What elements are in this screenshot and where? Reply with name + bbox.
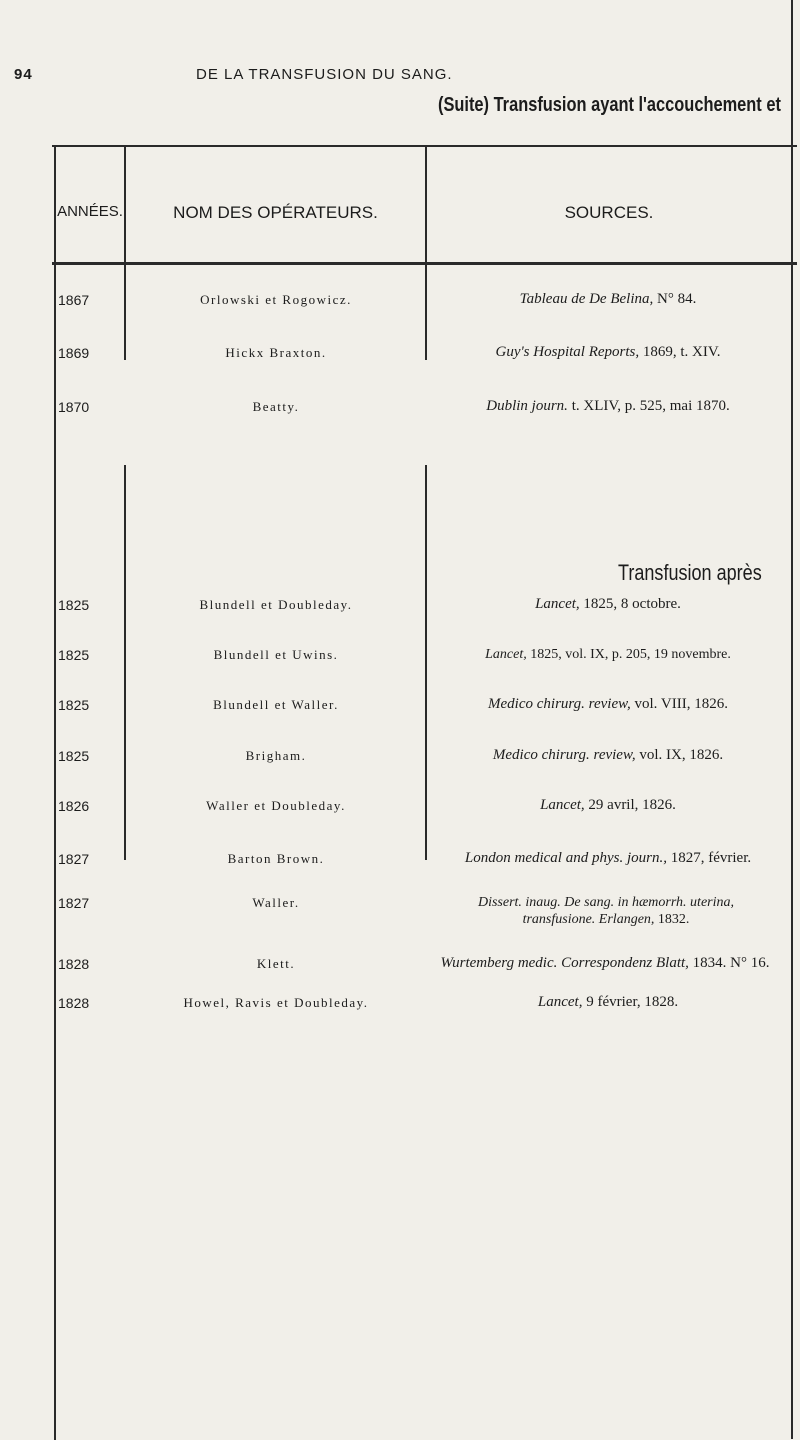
source-cell <box>428 994 788 1011</box>
source-title: Lancet, <box>535 596 580 612</box>
operator-cell: Hickx Braxton. <box>225 345 327 360</box>
running-title: DE LA TRANSFUSION DU SANG. <box>196 66 453 83</box>
right-edge-rule <box>791 0 793 1439</box>
source-title: Lancet, <box>485 647 527 662</box>
year-cell: 1825 <box>58 597 90 613</box>
source-title: Lancet, <box>540 797 585 813</box>
operator-cell: Orlowski et Rogowicz. <box>200 292 352 307</box>
page-number: 94 <box>14 66 33 83</box>
operator-cell: Beatty. <box>252 399 300 414</box>
year-cell: 1828 <box>58 956 90 972</box>
section1-divider-2 <box>425 265 427 360</box>
source-detail: t. XLIV, p. 525, mai 1870. <box>567 398 730 414</box>
year-cell: 1870 <box>58 399 90 415</box>
year-cell: 1867 <box>58 292 90 308</box>
operator-cell: Blundell et Uwins. <box>213 647 339 662</box>
source-cell <box>428 291 788 308</box>
header-sources: SOURCES. <box>564 203 654 222</box>
source-title: Tableau de De Belina, <box>519 291 654 307</box>
source-cell <box>428 797 788 814</box>
operator-cell: Waller. <box>252 895 300 910</box>
operator-cell: Barton Brown. <box>227 851 325 866</box>
source-title: Guy's Hospital Reports, <box>495 344 640 360</box>
source-cell <box>428 747 788 764</box>
source-detail: vol. IX, 1826. <box>635 747 724 763</box>
source-title: Dublin journ. <box>486 398 568 414</box>
source-cell <box>428 596 788 613</box>
source-detail: 1834. N° 16. <box>688 955 770 971</box>
left-border <box>54 145 56 1440</box>
year-cell: 1869 <box>58 345 90 361</box>
source-cell <box>458 850 758 867</box>
year-cell: 1827 <box>58 851 90 867</box>
year-cell: 1825 <box>58 697 90 713</box>
source-title: Lancet, <box>537 994 583 1010</box>
year-cell: 1825 <box>58 748 90 764</box>
source-detail: vol. VIII, 1826. <box>630 696 728 712</box>
operator-cell: Blundell et Waller. <box>213 697 339 712</box>
source-detail: 9 février, 1828. <box>582 994 679 1010</box>
section2-divider-1 <box>124 465 126 860</box>
year-cell: 1828 <box>58 995 90 1011</box>
table-subtitle: (Suite) Transfusion ayant l'accouchement et <box>438 94 781 116</box>
source-title: Dissert. inaug. De sang. in hæmorrh. uterina, transfusione. Erlangen, <box>477 895 735 927</box>
header-operators: NOM DES OPÉRATEURS. <box>173 203 378 222</box>
header-years: ANNÉES. <box>57 203 123 220</box>
source-detail: 29 avril, 1826. <box>584 797 676 813</box>
year-cell: 1826 <box>58 798 90 814</box>
year-cell: 1827 <box>58 895 90 911</box>
source-cell <box>440 955 770 972</box>
source-cell <box>428 646 788 663</box>
source-cell <box>428 344 788 361</box>
source-detail: N° 84. <box>653 291 697 307</box>
section1-divider-1 <box>124 265 126 360</box>
section2-title: Transfusion après <box>618 560 762 585</box>
source-detail: 1832. <box>654 912 690 927</box>
source-detail: 1869, t. XIV. <box>639 344 721 360</box>
operator-cell: Brigham. <box>245 748 307 763</box>
source-detail: 1825, 8 octobre. <box>579 596 681 612</box>
operator-cell: Blundell et Doubleday. <box>199 597 353 612</box>
operator-cell: Klett. <box>256 956 296 971</box>
source-detail: 1827, février. <box>666 850 752 866</box>
source-title: Wurtemberg medic. Correspondenz Blatt, <box>440 955 689 971</box>
section2-divider-2 <box>425 465 427 860</box>
source-cell <box>428 696 788 713</box>
source-detail: 1825, vol. IX, p. 205, 19 novembre. <box>526 647 731 662</box>
operator-cell: Waller et Doubleday. <box>206 798 346 813</box>
year-cell: 1825 <box>58 647 90 663</box>
source-cell <box>446 894 766 928</box>
source-title: Medico chirurg. review, <box>492 747 636 763</box>
operator-cell: Howel, Ravis et Doubleday. <box>183 995 369 1010</box>
source-title: Medico chirurg. review, <box>488 696 631 712</box>
source-cell <box>428 398 788 415</box>
source-title: London medical and phys. journ., <box>464 850 667 866</box>
